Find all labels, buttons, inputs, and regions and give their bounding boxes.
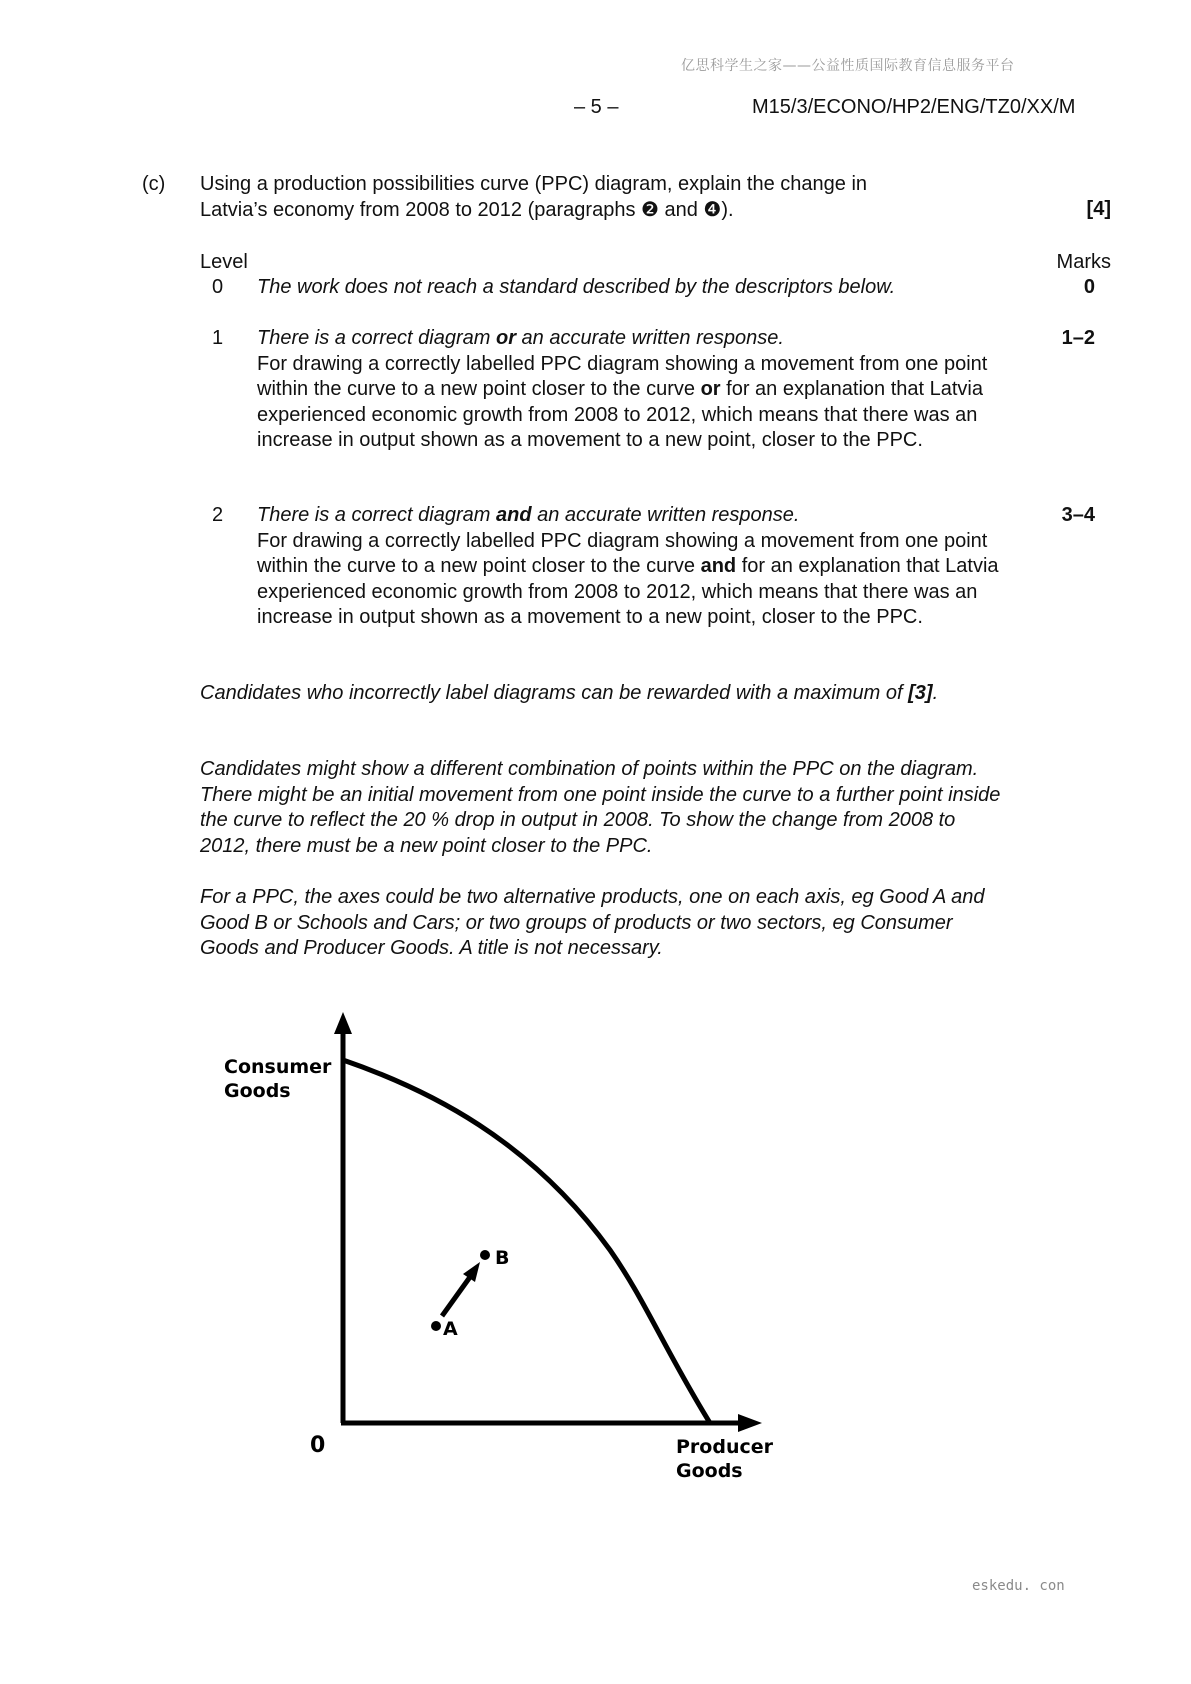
level-2-lead: There is a correct diagram and an accurate written response. [257, 504, 800, 526]
level-0-marks: 0 [1083, 276, 1095, 298]
level-0-number: 0 [212, 276, 224, 298]
question-label: (c) [142, 173, 166, 195]
note-different-points: Candidates might show a different combination of points within the PPC on the diagram. There might be an initial movement from one point inside the curve to a further point inside the curve to reflect the 20 % drop in output in 2008. To show the change from 2008 to 2012, there must be a new point closer to the PPC. [200, 758, 1001, 857]
y-axis-label-line-2: Goods [224, 1080, 291, 1102]
level-2-marks: 3–4 [1061, 504, 1095, 526]
point-b-marker [480, 1250, 490, 1260]
x-axis-label-line-1: Producer [676, 1436, 773, 1458]
level-header: Level [200, 251, 248, 273]
level-1-lead: There is a correct diagram or an accurate written response. [257, 327, 784, 349]
origin-label: 0 [310, 1433, 326, 1458]
y-axis-arrowhead [334, 1012, 352, 1034]
level-1-number: 1 [212, 327, 224, 349]
x-axis-arrowhead [738, 1414, 762, 1432]
document-reference-code: M15/3/ECONO/HP2/ENG/TZ0/XX/M [752, 96, 1076, 118]
question-line-2: Latvia’s economy from 2008 to 2012 (paragraphs ❷ and ❹). [200, 198, 734, 221]
level-2-body: For drawing a correctly labelled PPC diagram showing a movement from one point within the curve to a new point closer to the curve and for an explanation that Latvia experienced economic growth from 2008 to 2012, which means that there was an increase in output shown as a movement to a new point, closer to the PPC. [257, 529, 999, 628]
point-a-marker [431, 1321, 441, 1331]
level-1-marks: 1–2 [1061, 327, 1095, 349]
point-b-label: B [495, 1247, 510, 1269]
footer-watermark: eskedu. con [972, 1578, 1065, 1594]
level-2-descriptor [257, 503, 1002, 631]
movement-arrow [442, 1277, 470, 1316]
note-incorrect-labels: Candidates who incorrectly label diagrams can be rewarded with a maximum of [3]. [200, 682, 939, 704]
ppc-diagram [200, 1000, 800, 1490]
question-marks: [4] [1086, 198, 1111, 220]
note-axes: For a PPC, the axes could be two alternative products, one on each axis, eg Good A and Good B or Schools and Cars; or two groups of products or two sectors, eg Consumer Goods and Producer Goods. A title is not necessary. [200, 886, 985, 959]
level-2-number: 2 [212, 504, 224, 526]
level-0-descriptor: The work does not reach a standard described by the descriptors below. [257, 276, 896, 298]
page-number: – 5 – [574, 96, 619, 118]
ppc-curve [343, 1060, 710, 1423]
question-text [200, 172, 1000, 223]
x-axis-label-line-2: Goods [676, 1460, 743, 1482]
question-line-1: Using a production possibilities curve (PPC) diagram, explain the change in [200, 173, 868, 195]
marks-header: Marks [1056, 251, 1111, 273]
header-watermark: 亿思科学生之家——公益性质国际教育信息服务平台 [681, 58, 1015, 74]
level-1-descriptor [257, 326, 1002, 454]
point-a-label: A [443, 1318, 458, 1340]
level-1-body: For drawing a correctly labelled PPC diagram showing a movement from one point within the curve to a new point closer to the curve or for an explanation that Latvia experienced economic growth from 2008 to 2012, which means that there was an increase in output shown as a movement to a new point, closer to the PPC. [257, 352, 988, 451]
y-axis-label-line-1: Consumer [224, 1056, 332, 1078]
